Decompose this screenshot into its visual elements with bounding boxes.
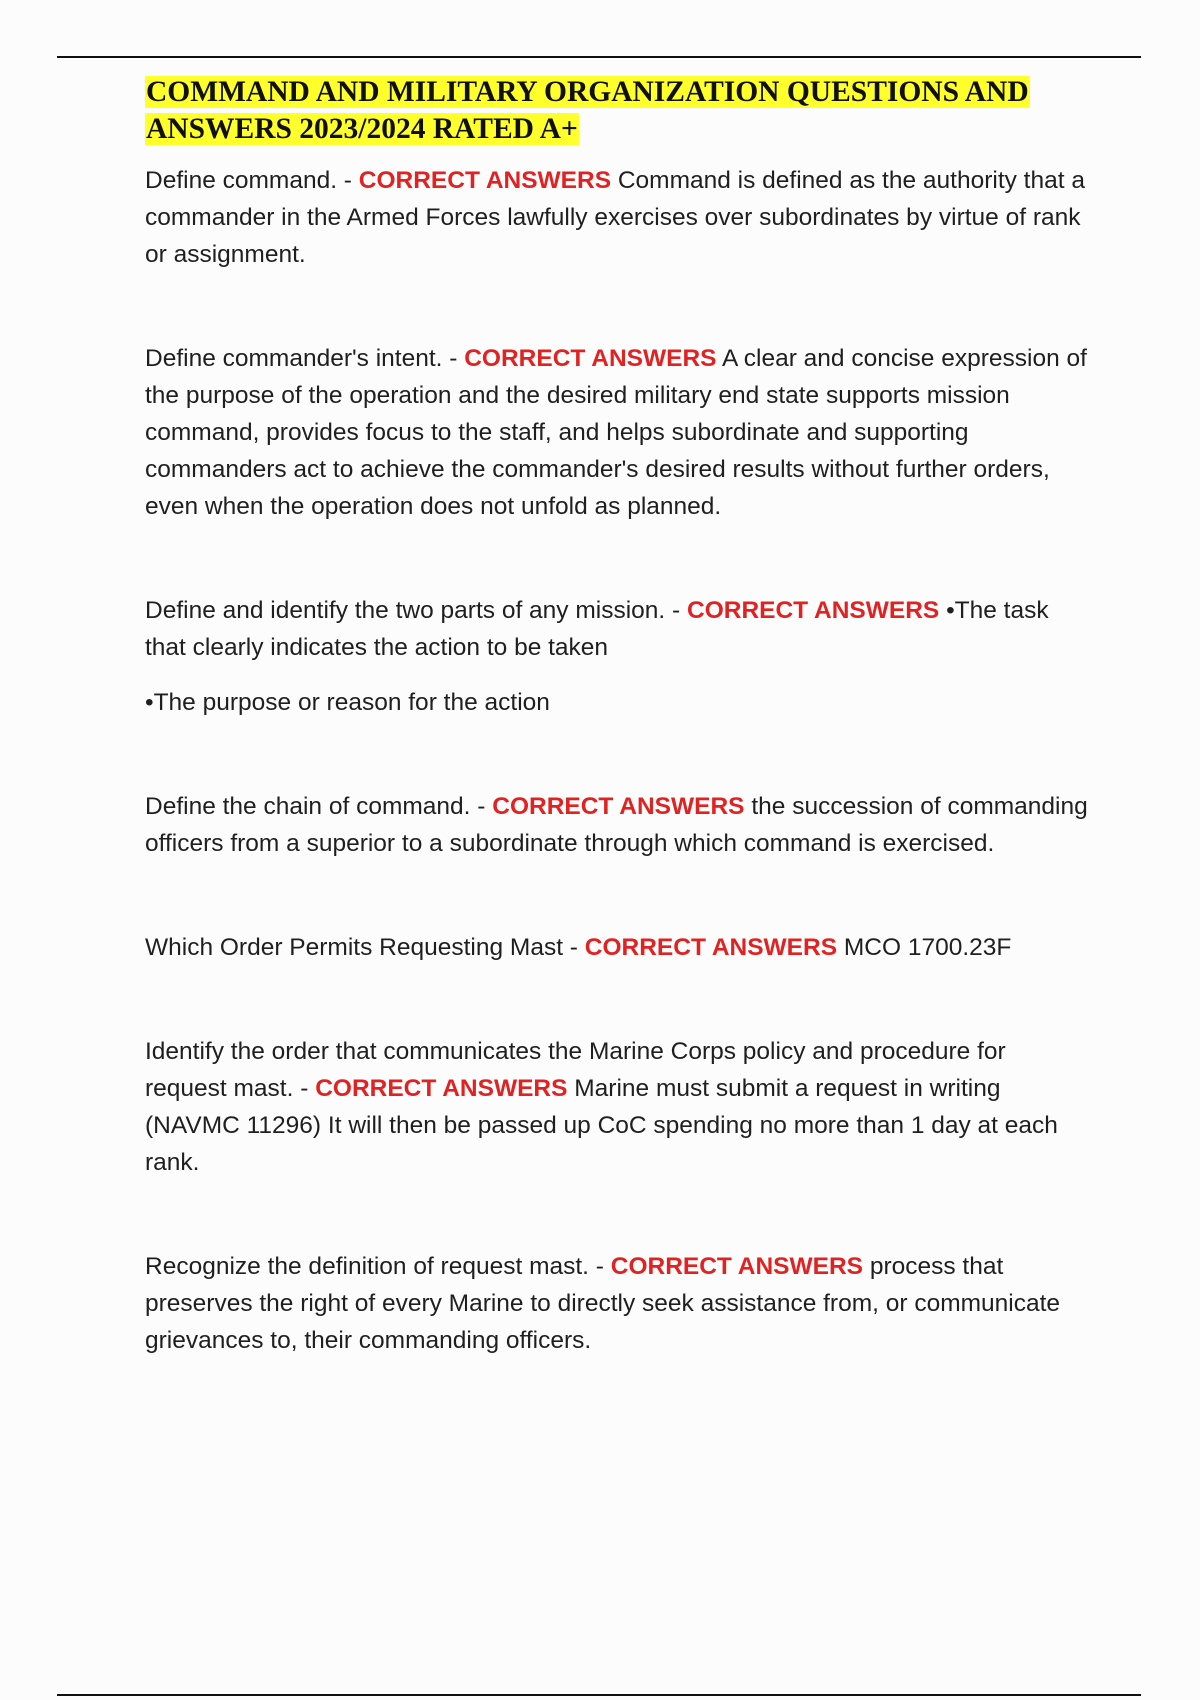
answer-text: Command is defined as the authority that a commander in the Armed Forces lawfully exercises over subordinates by virtue of rank or assignment. xyxy=(145,167,1085,268)
answer-text: process that preserves the right of every Marine to directly seek assistance from, or communicate grievances to, their commanding officers. xyxy=(145,1253,1061,1354)
qa-item-2 xyxy=(145,340,1090,525)
qa-item-6 xyxy=(145,1033,1090,1181)
answer-tag: CORRECT ANSWERS xyxy=(464,345,717,372)
qa-item-3-bullet: •The purpose or reason for the action xyxy=(145,689,550,716)
question-text: Recognize the definition of request mast. - xyxy=(145,1253,611,1280)
bottom-rule xyxy=(57,1694,1141,1696)
question-text: Define and identify the two parts of any mission. - xyxy=(145,597,687,624)
qa-item-7 xyxy=(145,1248,1090,1359)
title-highlight: COMMAND AND MILITARY ORGANIZATION QUESTIONS AND ANSWERS 2023/2024 RATED A+ xyxy=(146,76,1029,145)
question-text: Identify the order that communicates the Marine Corps policy and procedure for request mast. - xyxy=(145,1038,1006,1102)
answer-tag: CORRECT ANSWERS xyxy=(358,167,612,194)
question-text: Define commander's intent. - xyxy=(145,345,465,372)
question-text: Which Order Permits Requesting Mast - xyxy=(145,934,585,961)
answer-tag: CORRECT ANSWERS xyxy=(610,1253,864,1280)
document-title xyxy=(145,74,1090,148)
answer-text: MCO 1700.23F xyxy=(837,934,1012,961)
answer-text: •The task that clearly indicates the action to be taken xyxy=(145,597,1049,661)
answer-tag: CORRECT ANSWERS xyxy=(687,597,940,624)
document-body xyxy=(145,74,1090,1359)
answer-tag: CORRECT ANSWERS xyxy=(315,1075,568,1102)
question-text: Define command. - xyxy=(145,167,359,194)
answer-tag: CORRECT ANSWERS xyxy=(492,793,745,820)
qa-item-1 xyxy=(145,162,1090,273)
qa-item-3 xyxy=(145,592,1090,666)
qa-item-4 xyxy=(145,788,1090,862)
answer-text: Marine must submit a request in writing (NAVMC 11296) It will then be passed up CoC spending no more than 1 day at each rank. xyxy=(145,1075,1058,1176)
qa-item-5 xyxy=(145,929,1090,966)
question-text: Define the chain of command. - xyxy=(145,793,493,820)
answer-text: the succession of commanding officers from a superior to a subordinate through which command is exercised. xyxy=(145,793,1088,857)
answer-text: A clear and concise expression of the purpose of the operation and the desired military end state supports mission command, provides focus to the staff, and helps subordinate and supporting commanders act to achieve the commander's desired results without further orders, even when the operation does not unfold as planned. xyxy=(145,345,1087,520)
top-rule xyxy=(57,56,1141,58)
answer-tag: CORRECT ANSWERS xyxy=(584,934,838,961)
